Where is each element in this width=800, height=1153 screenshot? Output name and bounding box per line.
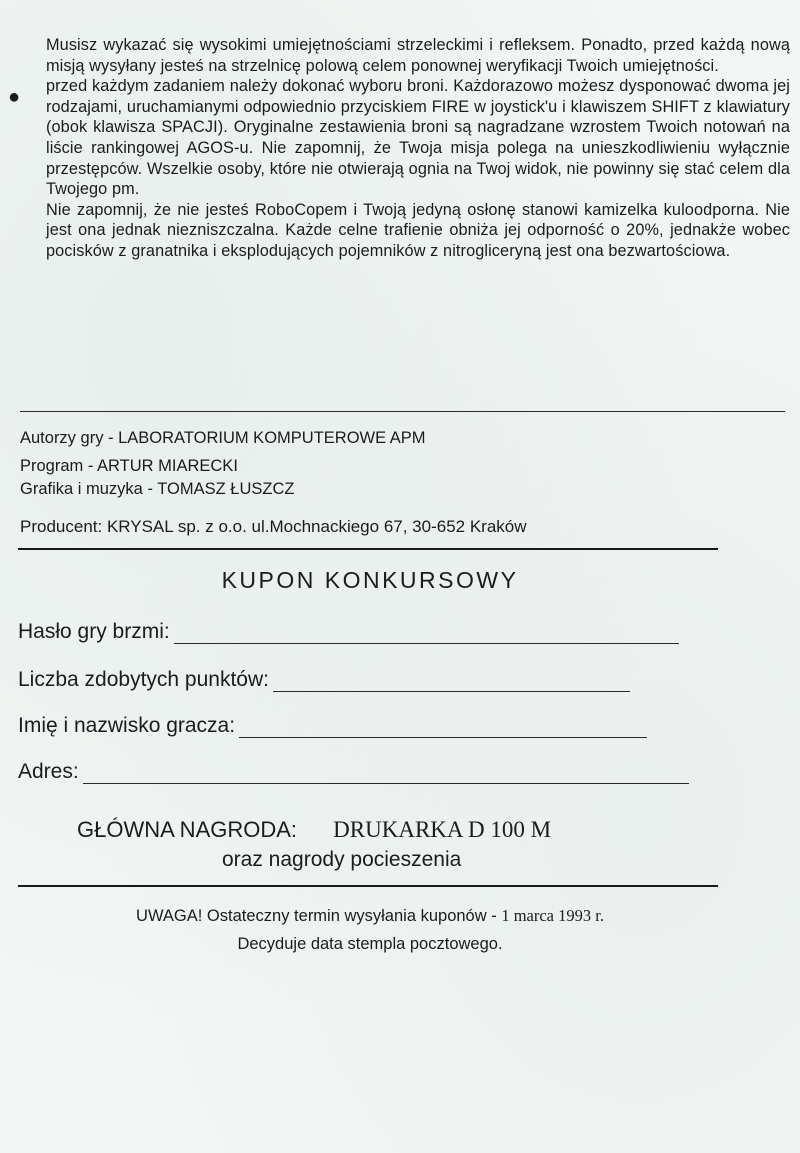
consolation-prizes: oraz nagrody pocieszenia	[222, 848, 462, 871]
credits-graphics: Grafika i muzyka - TOMASZ ŁUSZCZ	[20, 480, 295, 498]
coupon-top-divider	[18, 548, 718, 550]
coupon-title: KUPON KONKURSOWY	[221, 567, 519, 593]
address-field[interactable]	[18, 760, 689, 784]
points-field[interactable]	[18, 668, 630, 692]
points-label: Liczba zdobytych punktów:	[18, 668, 269, 691]
credits-authors: Autorzy gry - LABORATORIUM KOMPUTEROWE APM	[20, 429, 426, 447]
player-name-field[interactable]	[18, 714, 647, 738]
rules-paragraph-2: przed każdym zadaniem należy dokonać wyboru broni. Każdorazowo możesz dysponować dwoma jej rodzajami, uruchamianymi odpowiednio przyciskiem FIRE w joystick'u i klawiszem SHIFT z klawiatury (obok klawisza SPACJI). Oryginalne zestawienia broni są nagradzane wzrostem Twoich notowań na liście rankingowej AGOS-u. Nie zapomnij, że Twoja misja polega na unieszkodliwieniu wyłącznie przestępców. Wszelkie osoby, które nie otwierają ognia na Twoj widok, nie powinny się stać celem dla Twojego pm.	[46, 77, 790, 199]
section-divider	[20, 411, 785, 412]
address-input-line[interactable]	[83, 765, 689, 784]
deadline-date: 1 marca 1993 r.	[501, 906, 604, 925]
rules-paragraph-1: Musisz wykazać się wysokimi umiejętnościami strzeleckimi i refleksem. Ponadto, przed każdą nową misją wysyłany jesteś na strzelnicę polową celem ponownej weryfikacji Twoich umiejętności.	[46, 36, 790, 75]
player-name-label: Imię i nazwisko gracza:	[18, 714, 236, 737]
password-label: Hasło gry brzmi:	[18, 620, 170, 643]
deadline-text: UWAGA! Ostateczny termin wysyłania kuponów -	[136, 907, 502, 925]
player-name-input-line[interactable]	[239, 719, 647, 738]
deadline-notice	[0, 906, 740, 926]
main-prize-label: GŁÓWNA NAGRODA:	[77, 817, 298, 842]
points-input-line[interactable]	[273, 673, 630, 692]
postmark-notice: Decyduje data stempla pocztowego.	[237, 935, 503, 953]
coupon-bottom-divider	[18, 885, 718, 887]
game-rules-text	[20, 35, 790, 262]
password-input-line[interactable]	[174, 625, 679, 644]
bullet-icon: ●	[8, 86, 21, 108]
producer-info: Producent: KRYSAL sp. z o.o. ul.Mochnackiego 67, 30-652 Kraków	[20, 517, 527, 536]
credits-program: Program - ARTUR MIARECKI	[20, 457, 238, 475]
password-field[interactable]	[18, 620, 679, 644]
address-label: Adres:	[18, 760, 79, 783]
rules-paragraph-3: Nie zapomnij, że nie jesteś RoboCopem i Twoją jedyną osłonę stanowi kamizelka kuloodporna. Nie jest ona jednak niezniszczalna. Każde celne trafienie obniża jej odporność o 20%, jednakże wobec pocisków z granatnika i eksplodujących pojemników z nitrogliceryną jest ona bezwartościowa.	[46, 200, 790, 260]
main-prize-value: DRUKARKA D 100 M	[333, 817, 552, 842]
main-prize	[77, 817, 551, 843]
